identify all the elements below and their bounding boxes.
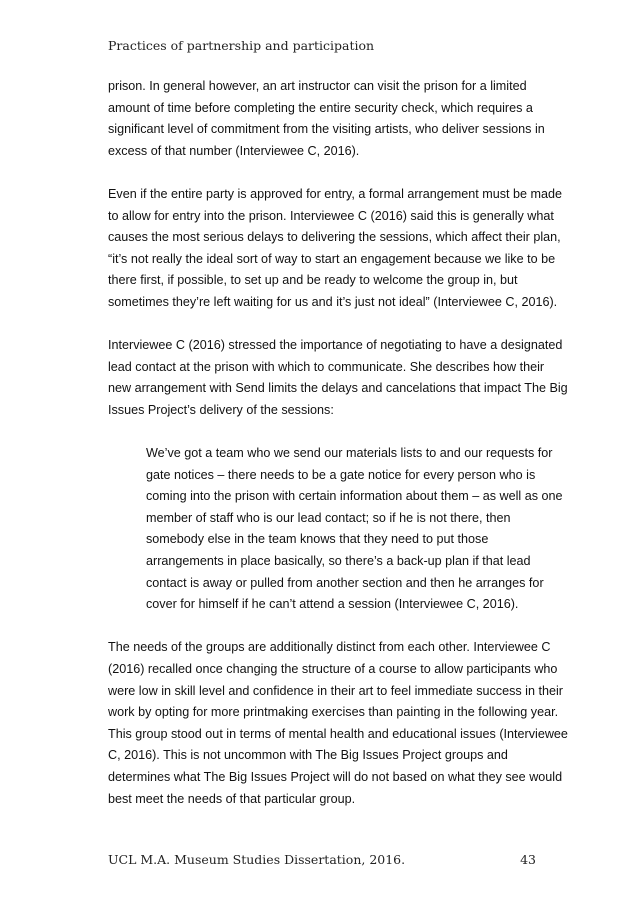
quote-line: somebody else in the team knows that they need to put those	[146, 532, 489, 547]
text-line: excess of that number (Interviewee C, 2016).	[108, 143, 360, 158]
page-body	[108, 76, 568, 810]
paragraph-spacer	[108, 616, 540, 638]
text-line: Interviewee C (2016) stressed the importance of negotiating to have a designated	[108, 338, 563, 353]
text-line: Even if the entire party is approved for entry, a formal arrangement must be made	[108, 186, 563, 201]
text-line: significant level of commitment from the visiting artists, who deliver sessions in	[108, 122, 545, 137]
text-line: lead contact at the prison with which to communicate. She describes how their	[108, 359, 545, 374]
text-line: amount of time before completing the entire security check, which requires a	[108, 100, 533, 115]
text-line: were low in skill level and confidence in their art to feel immediate success in their	[108, 683, 563, 698]
quote-line: coming into the prison with certain information about them – as well as one	[146, 489, 563, 504]
text-line: new arrangement with Send limits the delays and cancelations that impact The Big	[108, 381, 568, 396]
quote-line: cover for himself if he can’t attend a session (Interviewee C, 2016).	[146, 597, 519, 612]
footer-source: UCL M.A. Museum Studies Dissertation, 2016.	[108, 852, 406, 867]
text-line: Issues Project’s delivery of the sessions:	[108, 402, 334, 417]
text-line: C, 2016). This is not uncommon with The Big Issues Project groups and	[108, 748, 508, 763]
block-quote	[108, 443, 563, 616]
text-line: there first, if possible, to set up and be ready to welcome the group in, but	[108, 273, 518, 288]
running-header: Practices of partnership and participation	[108, 38, 375, 53]
text-line: This group stood out in terms of mental health and educational issues (Interviewee	[108, 726, 568, 741]
text-line: “it’s not really the ideal sort of way to start an engagement because we like to be	[108, 251, 556, 266]
text-line: The needs of the groups are additionally distinct from each other. Interviewee C	[108, 640, 551, 655]
text-line: sometimes they’re left waiting for us and it’s just not ideal” (Interviewee C, 2016).	[108, 294, 558, 309]
quote-line: member of staff who is our lead contact; so if he is not there, then	[146, 510, 511, 525]
quote-line: We’ve got a team who we send our materials lists to and our requests for	[146, 446, 553, 461]
page-number: 43	[520, 852, 536, 867]
text-line: best meet the needs of that particular group.	[108, 791, 356, 806]
paragraph-spacer	[108, 422, 540, 444]
text-line: work by opting for more printmaking exercises than painting in the following year.	[108, 705, 559, 720]
paragraph-entry-arrangement	[108, 184, 563, 314]
quote-line: contact is away or pulled from another section and then he arranges for	[146, 575, 544, 590]
quote-line: arrangements in place basically, so there’s a back-up plan if that lead	[146, 554, 531, 569]
text-line: prison. In general however, an art instructor can visit the prison for a limited	[108, 79, 527, 93]
paragraph-lead-contact	[108, 335, 568, 421]
paragraph-spacer	[108, 314, 540, 336]
paragraph-prison-access	[108, 76, 545, 162]
text-line: determines what The Big Issues Project will do not based on what they see would	[108, 770, 563, 784]
paragraph-spacer	[108, 162, 540, 184]
text-line: (2016) recalled once changing the structure of a course to allow participants who	[108, 662, 558, 677]
text-line: to allow for entry into the prison. Interviewee C (2016) said this is generally what	[108, 208, 554, 223]
paragraph-group-needs	[108, 637, 568, 810]
page-footer	[108, 852, 536, 867]
text-line: causes the most serious delays to delivering the sessions, which affect their plan,	[108, 230, 561, 245]
quote-line: gate notices – there needs to be a gate notice for every person who is	[146, 467, 536, 482]
